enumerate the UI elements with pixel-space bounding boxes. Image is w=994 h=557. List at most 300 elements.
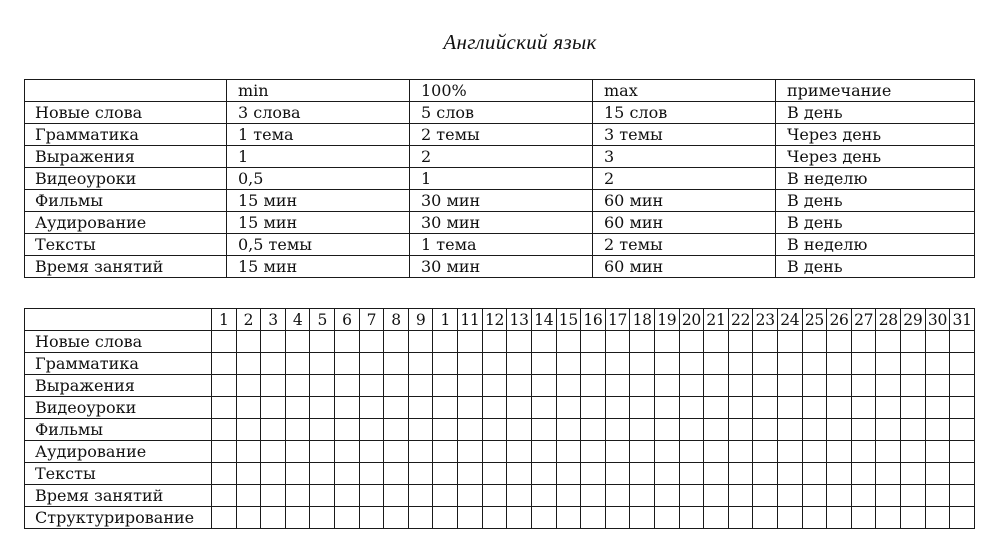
plan-cell-max: 60 мин (593, 256, 776, 278)
day-header: 6 (335, 309, 360, 331)
day-header: 18 (630, 309, 655, 331)
day-header: 2 (236, 309, 261, 331)
tracker-cell (630, 375, 655, 397)
tracker-cell (654, 507, 679, 529)
tracker-cell (581, 353, 606, 375)
day-header: 1 (212, 309, 237, 331)
tracker-cell (236, 463, 261, 485)
tracker-cell (458, 375, 483, 397)
day-header: 29 (901, 309, 926, 331)
tracker-cell (901, 397, 926, 419)
tracker-cell (827, 353, 852, 375)
plan-row-label: Тексты (25, 234, 227, 256)
tracker-cell (556, 507, 581, 529)
tracker-cell (630, 353, 655, 375)
tracker-cell (704, 507, 729, 529)
plan-cell-full: 2 темы (410, 124, 593, 146)
tracker-cell (335, 397, 360, 419)
tracker-cell (704, 331, 729, 353)
tracker-cell (482, 441, 507, 463)
plan-row (25, 124, 975, 146)
tracker-cell (261, 331, 286, 353)
plan-cell-min: 1 (227, 146, 410, 168)
day-header: 3 (261, 309, 286, 331)
tracker-cell (261, 485, 286, 507)
day-header: 4 (285, 309, 310, 331)
tracker-cell (679, 397, 704, 419)
tracker-row (25, 507, 975, 529)
plan-header-min: min (227, 80, 410, 102)
tracker-cell (925, 419, 950, 441)
tracker-cell (310, 375, 335, 397)
plan-row-label: Грамматика (25, 124, 227, 146)
tracker-cell (433, 419, 458, 441)
tracker-cell (901, 331, 926, 353)
tracker-cell (778, 353, 803, 375)
plan-table (24, 79, 975, 278)
tracker-cell (728, 331, 753, 353)
tracker-cell (728, 353, 753, 375)
plan-cell-note: В день (776, 102, 975, 124)
tracker-cell (630, 331, 655, 353)
tracker-cell (901, 507, 926, 529)
plan-cell-note: В день (776, 212, 975, 234)
tracker-cell (335, 463, 360, 485)
tracker-cell (802, 375, 827, 397)
day-header: 5 (310, 309, 335, 331)
tracker-cell (212, 441, 237, 463)
tracker-cell (802, 331, 827, 353)
tracker-cell (359, 353, 384, 375)
tracker-cell (581, 441, 606, 463)
tracker-cell (335, 441, 360, 463)
tracker-cell (753, 463, 778, 485)
tracker-cell (778, 507, 803, 529)
tracker-cell (556, 441, 581, 463)
tracker-cell (285, 353, 310, 375)
tracker-cell (876, 507, 901, 529)
tracker-cell (630, 397, 655, 419)
tracker-row (25, 485, 975, 507)
tracker-cell (827, 485, 852, 507)
tracker-cell (630, 441, 655, 463)
tracker-cell (261, 419, 286, 441)
tracker-cell (778, 375, 803, 397)
tracker-cell (778, 397, 803, 419)
tracker-cell (630, 419, 655, 441)
plan-cell-min: 15 мин (227, 212, 410, 234)
tracker-cell (581, 507, 606, 529)
tracker-cell (335, 375, 360, 397)
plan-cell-max: 60 мин (593, 190, 776, 212)
plan-cell-full: 30 мин (410, 212, 593, 234)
tracker-row-label: Выражения (25, 375, 212, 397)
tracker-row (25, 331, 975, 353)
tracker-row-label: Структурирование (25, 507, 212, 529)
plan-cell-min: 0,5 (227, 168, 410, 190)
tracker-cell (458, 441, 483, 463)
tracker-cell (212, 397, 237, 419)
tracker-cell (556, 485, 581, 507)
plan-cell-min: 15 мин (227, 190, 410, 212)
tracker-cell (384, 397, 409, 419)
tracker-cell (433, 375, 458, 397)
tracker-cell (851, 507, 876, 529)
tracker-cell (605, 419, 630, 441)
tracker-cell (654, 375, 679, 397)
tracker-cell (335, 507, 360, 529)
plan-cell-full: 30 мин (410, 256, 593, 278)
tracker-row (25, 419, 975, 441)
tracker-cell (212, 485, 237, 507)
tracker-cell (704, 353, 729, 375)
tracker-cell (704, 375, 729, 397)
tracker-cell (384, 419, 409, 441)
tracker-cell (581, 419, 606, 441)
tracker-cell (384, 353, 409, 375)
day-header: 24 (778, 309, 803, 331)
tracker-row-label: Аудирование (25, 441, 212, 463)
tracker-cell (507, 331, 532, 353)
tracker-cell (876, 463, 901, 485)
tracker-cell (753, 397, 778, 419)
tracker-cell (408, 463, 433, 485)
tracker-cell (507, 507, 532, 529)
day-header: 21 (704, 309, 729, 331)
tracker-cell (531, 507, 556, 529)
tracker-cell (531, 353, 556, 375)
tracker-row-label: Время занятий (25, 485, 212, 507)
tracker-cell (901, 419, 926, 441)
tracker-cell (507, 463, 532, 485)
day-header: 14 (531, 309, 556, 331)
tracker-cell (581, 463, 606, 485)
tracker-cell (335, 353, 360, 375)
tracker-cell (482, 463, 507, 485)
tracker-cell (359, 397, 384, 419)
tracker-cell (581, 375, 606, 397)
tracker-cell (778, 485, 803, 507)
tracker-cell (704, 485, 729, 507)
tracker-cell (556, 375, 581, 397)
tracker-cell (901, 485, 926, 507)
day-header: 28 (876, 309, 901, 331)
plan-cell-max: 15 слов (593, 102, 776, 124)
tracker-cell (679, 463, 704, 485)
tracker-cell (704, 463, 729, 485)
tracker-cell (950, 375, 975, 397)
tracker-cell (876, 331, 901, 353)
tracker-cell (433, 331, 458, 353)
tracker-cell (359, 485, 384, 507)
tracker-cell (753, 507, 778, 529)
tracker-cell (925, 463, 950, 485)
tracker-cell (827, 375, 852, 397)
tracker-cell (531, 375, 556, 397)
tracker-cell (654, 331, 679, 353)
tracker-cell (605, 507, 630, 529)
tracker-cell (778, 419, 803, 441)
tracker-cell (728, 441, 753, 463)
tracker-cell (581, 397, 606, 419)
tracker-cell (482, 419, 507, 441)
tracker-cell (408, 419, 433, 441)
plan-row (25, 190, 975, 212)
tracker-cell (679, 331, 704, 353)
tracker-cell (901, 375, 926, 397)
tracker-cell (876, 397, 901, 419)
tracker-cell (950, 485, 975, 507)
tracker-cell (679, 485, 704, 507)
tracker-cell (384, 331, 409, 353)
tracker-header-row (25, 309, 975, 331)
plan-cell-full: 1 тема (410, 234, 593, 256)
plan-row-label: Аудирование (25, 212, 227, 234)
tracker-cell (605, 463, 630, 485)
tracker-cell (728, 375, 753, 397)
tracker-cell (236, 375, 261, 397)
tracker-cell (285, 463, 310, 485)
tracker-cell (679, 419, 704, 441)
tracker-cell (925, 375, 950, 397)
plan-cell-max: 60 мин (593, 212, 776, 234)
document-title: Английский язык (443, 30, 597, 54)
tracker-cell (482, 397, 507, 419)
tracker-cell (310, 463, 335, 485)
tracker-cell (630, 485, 655, 507)
tracker-cell (581, 485, 606, 507)
tracker-cell (605, 441, 630, 463)
plan-row (25, 168, 975, 190)
tracker-cell (827, 331, 852, 353)
tracker-cell (876, 441, 901, 463)
tracker-cell (531, 463, 556, 485)
tracker-cell (802, 507, 827, 529)
plan-header-empty (25, 80, 227, 102)
tracker-cell (925, 397, 950, 419)
tracker-cell (335, 419, 360, 441)
tracker-cell (458, 463, 483, 485)
day-header: 8 (384, 309, 409, 331)
tracker-cell (753, 419, 778, 441)
tracker-cell (654, 397, 679, 419)
tracker-cell (408, 441, 433, 463)
tracker-cell (384, 485, 409, 507)
day-header: 25 (802, 309, 827, 331)
tracker-cell (384, 463, 409, 485)
tracker-cell (212, 331, 237, 353)
day-header: 26 (827, 309, 852, 331)
day-header: 12 (482, 309, 507, 331)
tracker-cell (212, 507, 237, 529)
plan-row (25, 212, 975, 234)
tracker-cell (827, 507, 852, 529)
day-header: 27 (851, 309, 876, 331)
tracker-cell (384, 375, 409, 397)
plan-row (25, 256, 975, 278)
plan-header-max: max (593, 80, 776, 102)
tracker-cell (753, 375, 778, 397)
tracker-cell (482, 507, 507, 529)
tracker-cell (531, 397, 556, 419)
plan-cell-note: В неделю (776, 234, 975, 256)
tracker-cell (212, 353, 237, 375)
tracker-row (25, 463, 975, 485)
tracker-cell (802, 463, 827, 485)
tracker-cell (630, 463, 655, 485)
tracker-table (24, 308, 975, 529)
plan-row-label: Время занятий (25, 256, 227, 278)
plan-cell-min: 1 тема (227, 124, 410, 146)
plan-cell-note: В день (776, 190, 975, 212)
tracker-cell (679, 353, 704, 375)
tracker-cell (654, 485, 679, 507)
plan-cell-full: 1 (410, 168, 593, 190)
tracker-cell (212, 419, 237, 441)
tracker-cell (704, 397, 729, 419)
tracker-cell (753, 485, 778, 507)
tracker-cell (556, 353, 581, 375)
tracker-cell (654, 419, 679, 441)
tracker-cell (654, 463, 679, 485)
tracker-cell (310, 485, 335, 507)
day-header: 23 (753, 309, 778, 331)
tracker-cell (778, 463, 803, 485)
tracker-cell (458, 397, 483, 419)
tracker-cell (950, 463, 975, 485)
tracker-cell (458, 419, 483, 441)
tracker-cell (654, 353, 679, 375)
plan-row (25, 102, 975, 124)
plan-row (25, 146, 975, 168)
tracker-cell (851, 441, 876, 463)
tracker-cell (605, 353, 630, 375)
tracker-cell (556, 419, 581, 441)
tracker-row-label: Грамматика (25, 353, 212, 375)
day-header: 7 (359, 309, 384, 331)
tracker-row-label: Тексты (25, 463, 212, 485)
tracker-cell (802, 353, 827, 375)
tracker-cell (827, 397, 852, 419)
tracker-cell (753, 441, 778, 463)
tracker-cell (310, 419, 335, 441)
tracker-cell (802, 485, 827, 507)
tracker-cell (261, 375, 286, 397)
tracker-cell (507, 375, 532, 397)
tracker-cell (507, 441, 532, 463)
tracker-cell (261, 463, 286, 485)
tracker-cell (531, 485, 556, 507)
tracker-cell (851, 353, 876, 375)
tracker-cell (901, 441, 926, 463)
tracker-cell (753, 353, 778, 375)
tracker-cell (310, 353, 335, 375)
plan-header-note: примечание (776, 80, 975, 102)
tracker-cell (408, 375, 433, 397)
tracker-cell (285, 441, 310, 463)
tracker-cell (728, 485, 753, 507)
tracker-cell (876, 419, 901, 441)
tracker-cell (728, 507, 753, 529)
tracker-cell (654, 441, 679, 463)
tracker-cell (851, 331, 876, 353)
tracker-cell (950, 419, 975, 441)
day-header: 15 (556, 309, 581, 331)
day-header: 16 (581, 309, 606, 331)
tracker-cell (359, 331, 384, 353)
tracker-cell (408, 397, 433, 419)
tracker-cell (212, 375, 237, 397)
tracker-cell (605, 397, 630, 419)
tracker-cell (507, 485, 532, 507)
tracker-cell (236, 397, 261, 419)
tracker-cell (408, 331, 433, 353)
tracker-cell (679, 507, 704, 529)
tracker-cell (851, 397, 876, 419)
tracker-cell (433, 507, 458, 529)
plan-cell-max: 2 (593, 168, 776, 190)
plan-cell-note: Через день (776, 124, 975, 146)
plan-header-row (25, 80, 975, 102)
tracker-cell (556, 397, 581, 419)
tracker-cell (876, 485, 901, 507)
tracker-cell (605, 485, 630, 507)
tracker-cell (285, 397, 310, 419)
tracker-cell (507, 397, 532, 419)
tracker-cell (950, 331, 975, 353)
tracker-cell (950, 353, 975, 375)
tracker-cell (236, 353, 261, 375)
tracker-cell (384, 441, 409, 463)
tracker-cell (851, 463, 876, 485)
tracker-cell (507, 353, 532, 375)
tracker-cell (605, 375, 630, 397)
tracker-cell (236, 441, 261, 463)
tracker-row-label: Видеоуроки (25, 397, 212, 419)
tracker-cell (950, 507, 975, 529)
day-header: 13 (507, 309, 532, 331)
plan-cell-note: В день (776, 256, 975, 278)
tracker-row-label: Новые слова (25, 331, 212, 353)
tracker-cell (802, 419, 827, 441)
plan-cell-min: 0,5 темы (227, 234, 410, 256)
tracker-cell (827, 419, 852, 441)
tracker-cell (482, 375, 507, 397)
plan-row-label: Фильмы (25, 190, 227, 212)
day-header: 31 (950, 309, 975, 331)
tracker-cell (433, 485, 458, 507)
tracker-cell (433, 397, 458, 419)
tracker-row (25, 397, 975, 419)
plan-row-label: Выражения (25, 146, 227, 168)
tracker-cell (531, 419, 556, 441)
tracker-cell (433, 353, 458, 375)
tracker-cell (261, 507, 286, 529)
plan-cell-note: Через день (776, 146, 975, 168)
plan-row-label: Новые слова (25, 102, 227, 124)
plan-row (25, 234, 975, 256)
tracker-cell (925, 441, 950, 463)
tracker-cell (285, 375, 310, 397)
tracker-cell (925, 353, 950, 375)
tracker-cell (359, 441, 384, 463)
tracker-cell (531, 441, 556, 463)
tracker-cell (408, 353, 433, 375)
tracker-cell (310, 397, 335, 419)
tracker-cell (950, 397, 975, 419)
tracker-cell (285, 507, 310, 529)
day-header: 20 (679, 309, 704, 331)
